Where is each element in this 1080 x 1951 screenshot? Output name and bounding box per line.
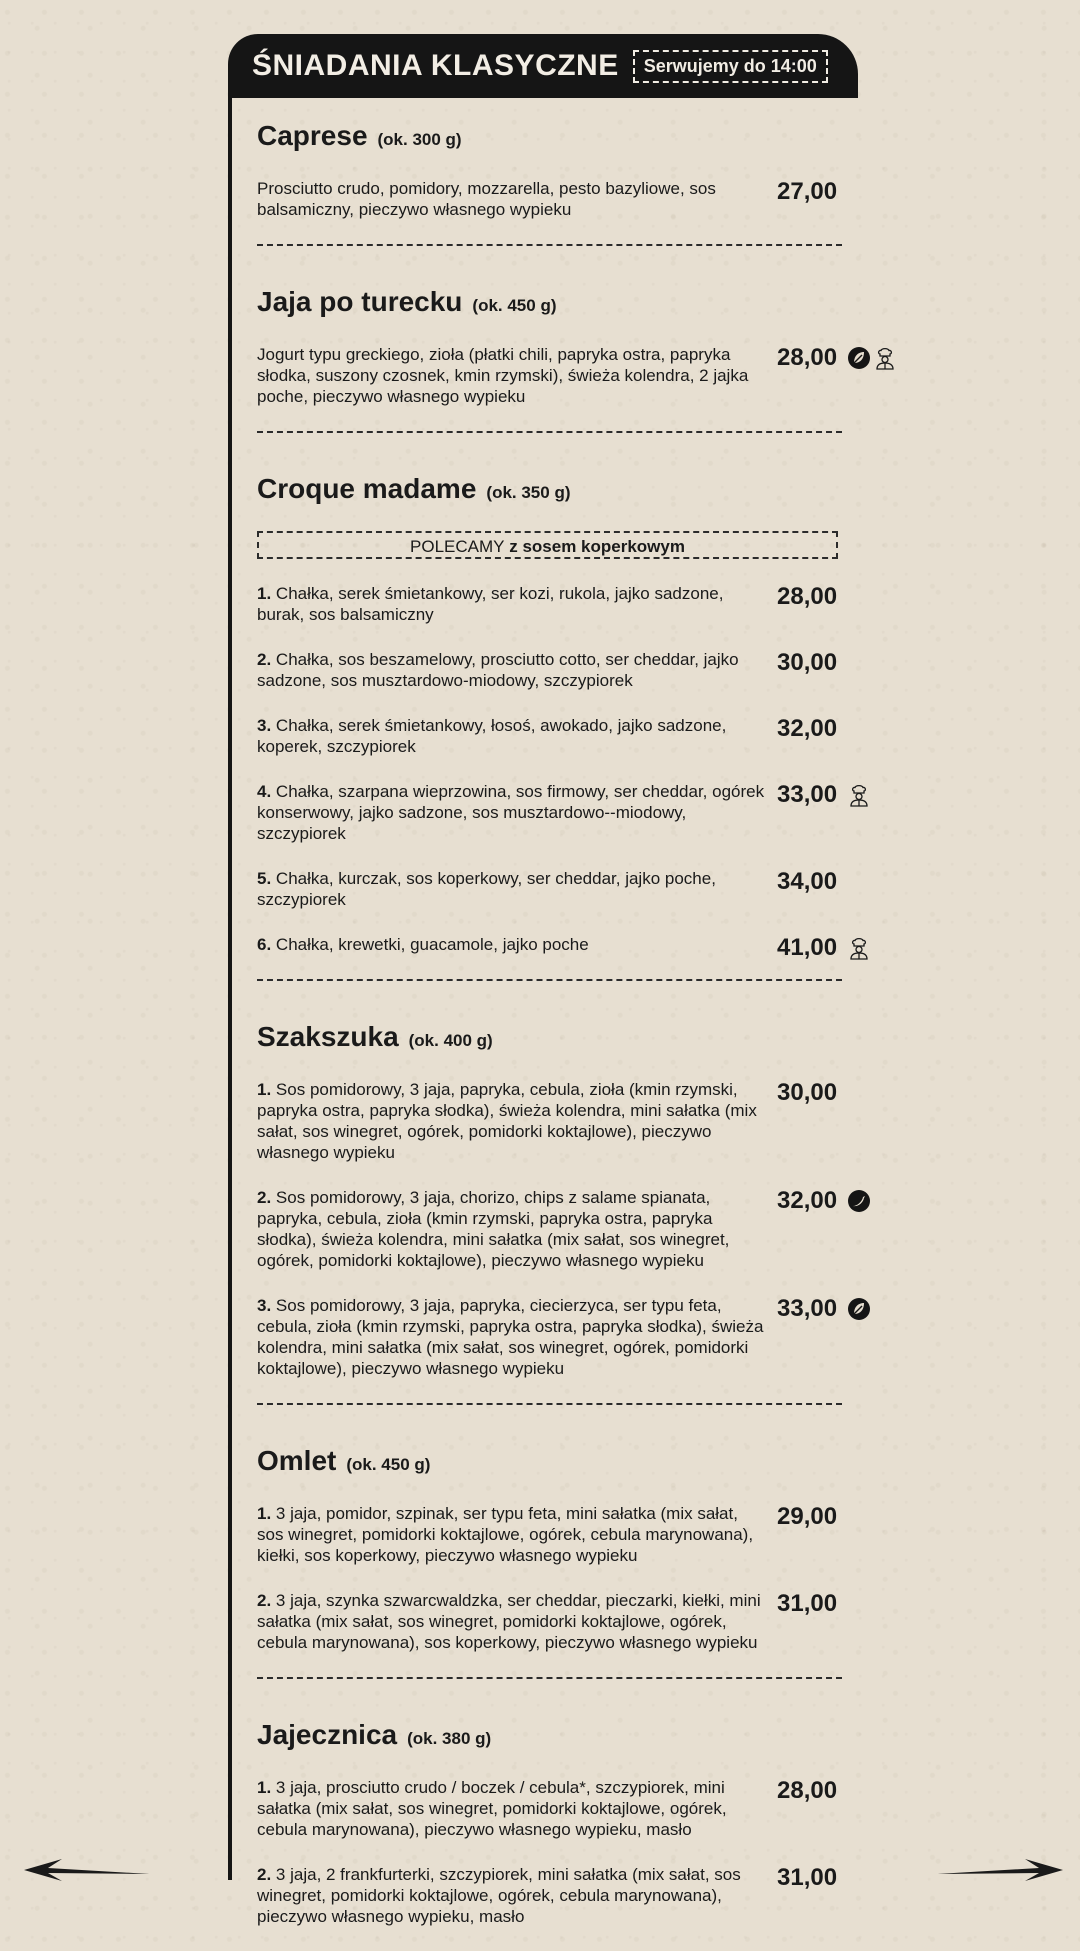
item-description: [257, 178, 765, 220]
item-number: 3.: [257, 1296, 272, 1315]
item-number: 5.: [257, 869, 272, 888]
next-page-arrow-icon[interactable]: [935, 1856, 1065, 1884]
prev-page-arrow-icon[interactable]: [22, 1856, 152, 1884]
item-price: 30,00: [777, 1079, 838, 1106]
chef-icon: [847, 783, 871, 812]
item-icons: [847, 783, 871, 812]
item-description: [257, 1187, 765, 1271]
item-price: 29,00: [777, 1503, 838, 1530]
item-number: 1.: [257, 1080, 272, 1099]
item-number: 2.: [257, 1591, 272, 1610]
item-text: Chałka, serek śmietankowy, ser kozi, rukola, jajko sadzone, burak, sos balsamiczny: [257, 584, 724, 624]
item-text: 3 jaja, pomidor, szpinak, ser typu feta, mini sałatka (mix sałat, sos winegret, pomidorki koktajlowe, ogórek, cebula marynowana), kiełki, sos koperkowy, pieczywo własnego wypieku: [257, 1504, 754, 1565]
item-description: [257, 1590, 765, 1653]
section-divider: [257, 431, 842, 433]
item-text: Prosciutto crudo, pomidory, mozzarella, pesto bazyliowe, sos balsamiczny, pieczywo własnego wypieku: [257, 179, 716, 219]
leaf-icon: [847, 346, 871, 375]
item-description: [257, 1079, 765, 1163]
leaf-icon: [847, 1297, 871, 1326]
item-description: [257, 1864, 765, 1927]
menu-item: [257, 649, 842, 691]
item-icons: [847, 1189, 871, 1218]
item-text: Jogurt typu greckiego, zioła (płatki chili, papryka ostra, papryka słodka, suszony czosnek, kmin rzymski), świeża kolendra, 2 jajka poche, pieczywo własnego wypieku: [257, 345, 749, 406]
menu-item: [257, 1777, 842, 1840]
item-text: Chałka, kurczak, sos koperkowy, ser cheddar, jajko poche, szczypiorek: [257, 869, 716, 909]
item-text: Sos pomidorowy, 3 jaja, papryka, ciecierzyca, ser typu feta, cebula, zioła (kmin rzymski, papryka ostra, papryka słodka), świeża kolendra, mini sałatka (mix sałat, sos winegret, ogórek, pomidorki koktajlowe), pieczywo własnego wypieku: [257, 1296, 764, 1378]
item-description: [257, 868, 765, 910]
dish-weight: (ok. 300 g): [377, 130, 462, 149]
dish-title: Omlet: [257, 1445, 337, 1476]
dish-header: [257, 1021, 842, 1053]
serving-hours-badge: Serwujemy do 14:00: [633, 50, 828, 83]
dish-title: Jaja po turecku: [257, 286, 463, 317]
item-icons: [847, 346, 897, 375]
dish-header: [257, 286, 842, 318]
dish-weight: (ok. 380 g): [407, 1729, 492, 1748]
menu-content: [257, 120, 842, 1951]
item-number: 6.: [257, 935, 272, 954]
item-text: 3 jaja, prosciutto crudo / boczek / cebula*, szczypiorek, mini sałatka (mix sałat, sos winegret, pomidorki koktajlowe, ogórek, cebula marynowana), pieczywo własnego wypieku, masło: [257, 1778, 727, 1839]
dish-header: [257, 1445, 842, 1477]
note-highlight: POLECAMY: [410, 537, 505, 556]
item-price: 30,00: [777, 649, 838, 676]
dish-weight: (ok. 450 g): [472, 296, 557, 315]
menu-item: [257, 1079, 842, 1163]
item-text: Sos pomidorowy, 3 jaja, chorizo, chips z salame spianata, papryka, cebula, zioła (kmin rzymski, papryka ostra, papryka słodka), świeża kolendra, mini sałatka (mix sałat, sos winegret, ogórek, pomidorki koktajlowe), pieczywo własnego wypieku: [257, 1188, 730, 1270]
section-divider: [257, 1677, 842, 1679]
section-divider: [257, 244, 842, 246]
dish-weight: (ok. 450 g): [346, 1455, 431, 1474]
item-icons: [847, 1297, 871, 1326]
item-number: 1.: [257, 1504, 272, 1523]
dish-title: Caprese: [257, 120, 368, 151]
vertical-rule: [228, 98, 232, 1880]
chef-icon: [873, 346, 897, 375]
menu-section: [257, 1021, 842, 1405]
dish-title: Jajecznica: [257, 1719, 398, 1750]
dish-weight: (ok. 350 g): [486, 483, 571, 502]
item-text: Chałka, krewetki, guacamole, jajko poche: [275, 935, 589, 954]
item-price: 31,00: [777, 1864, 838, 1891]
section-divider: [257, 979, 842, 981]
item-number: 4.: [257, 782, 272, 801]
menu-item: [257, 1590, 842, 1653]
item-number: 2.: [257, 650, 272, 669]
dish-header: [257, 1719, 842, 1751]
item-text: 3 jaja, szynka szwarcwaldzka, ser cheddar, pieczarki, kiełki, mini sałatka (mix sałat, sos winegret, pomidorki koktajlowe, ogórek, cebula marynowana), sos koperkowy, pieczywo własnego wypieku: [257, 1591, 761, 1652]
item-price: 33,00: [777, 781, 838, 808]
dish-title: Szakszuka: [257, 1021, 399, 1052]
item-price: 31,00: [777, 1590, 838, 1617]
item-description: [257, 781, 765, 844]
item-price: 34,00: [777, 868, 838, 895]
item-price: 33,00: [777, 1295, 838, 1322]
menu-item: [257, 1295, 842, 1379]
menu-section: [257, 120, 842, 246]
section-divider: [257, 1403, 842, 1405]
menu-item: [257, 1187, 842, 1271]
menu-section: [257, 473, 842, 981]
item-description: [257, 649, 765, 691]
menu-item: [257, 1864, 842, 1927]
item-description: [257, 583, 765, 625]
note-text: z sosem koperkowym: [504, 537, 685, 556]
item-price: 28,00: [777, 344, 838, 371]
dish-weight: (ok. 400 g): [408, 1031, 493, 1050]
section-header: [228, 34, 858, 98]
item-price: 32,00: [777, 715, 838, 742]
item-price: 27,00: [777, 178, 838, 205]
menu-item: [257, 178, 842, 220]
dish-header: [257, 473, 842, 505]
item-description: [257, 1503, 765, 1566]
dish-header: [257, 120, 842, 152]
item-description: [257, 1295, 765, 1379]
dish-title: Croque madame: [257, 473, 477, 504]
menu-section: [257, 286, 842, 433]
item-description: [257, 1777, 765, 1840]
item-text: Chałka, sos beszamelowy, prosciutto cotto, ser cheddar, jajko sadzone, sos musztardowo-miodowy, szczypiorek: [257, 650, 739, 690]
menu-section: [257, 1445, 842, 1679]
item-text: Sos pomidorowy, 3 jaja, papryka, cebula, zioła (kmin rzymski, papryka ostra, papryka słodka), świeża kolendra, mini sałatka (mix sałat, sos winegret, ogórek, pomidorki koktajlowe), pieczywo własnego wypieku: [257, 1080, 757, 1162]
item-number: 1.: [257, 1778, 272, 1797]
menu-item: [257, 868, 842, 910]
item-number: 2.: [257, 1865, 272, 1884]
chili-icon: [847, 1189, 871, 1218]
menu-item: [257, 715, 842, 757]
item-price: 28,00: [777, 583, 838, 610]
recommendation-note: [257, 531, 838, 559]
menu-item: [257, 1503, 842, 1566]
menu-item: [257, 344, 842, 407]
item-text: Chałka, szarpana wieprzowina, sos firmowy, ser cheddar, ogórek konserwowy, jajko sadzone, sos musztardowo--miodowy, szczypiorek: [257, 782, 765, 843]
item-number: 3.: [257, 716, 272, 735]
menu-section: [257, 1719, 842, 1927]
menu-item: [257, 934, 842, 961]
item-text: Chałka, serek śmietankowy, łosoś, awokado, jajko sadzone, koperek, szczypiorek: [257, 716, 727, 756]
chef-icon: [847, 936, 871, 965]
item-description: [257, 344, 765, 407]
menu-item: [257, 781, 842, 844]
item-price: 41,00: [777, 934, 838, 961]
item-icons: [847, 936, 871, 965]
menu-item: [257, 583, 842, 625]
item-description: [257, 934, 765, 955]
item-number: 2.: [257, 1188, 272, 1207]
item-description: [257, 715, 765, 757]
section-title: ŚNIADANIA KLASYCZNE: [252, 49, 619, 82]
item-price: 32,00: [777, 1187, 838, 1214]
item-price: 28,00: [777, 1777, 838, 1804]
item-text: 3 jaja, 2 frankfurterki, szczypiorek, mini sałatka (mix sałat, sos winegret, pomidorki koktajlowe, ogórek, cebula marynowana), pieczywo własnego wypieku, masło: [257, 1865, 741, 1926]
item-number: 1.: [257, 584, 272, 603]
